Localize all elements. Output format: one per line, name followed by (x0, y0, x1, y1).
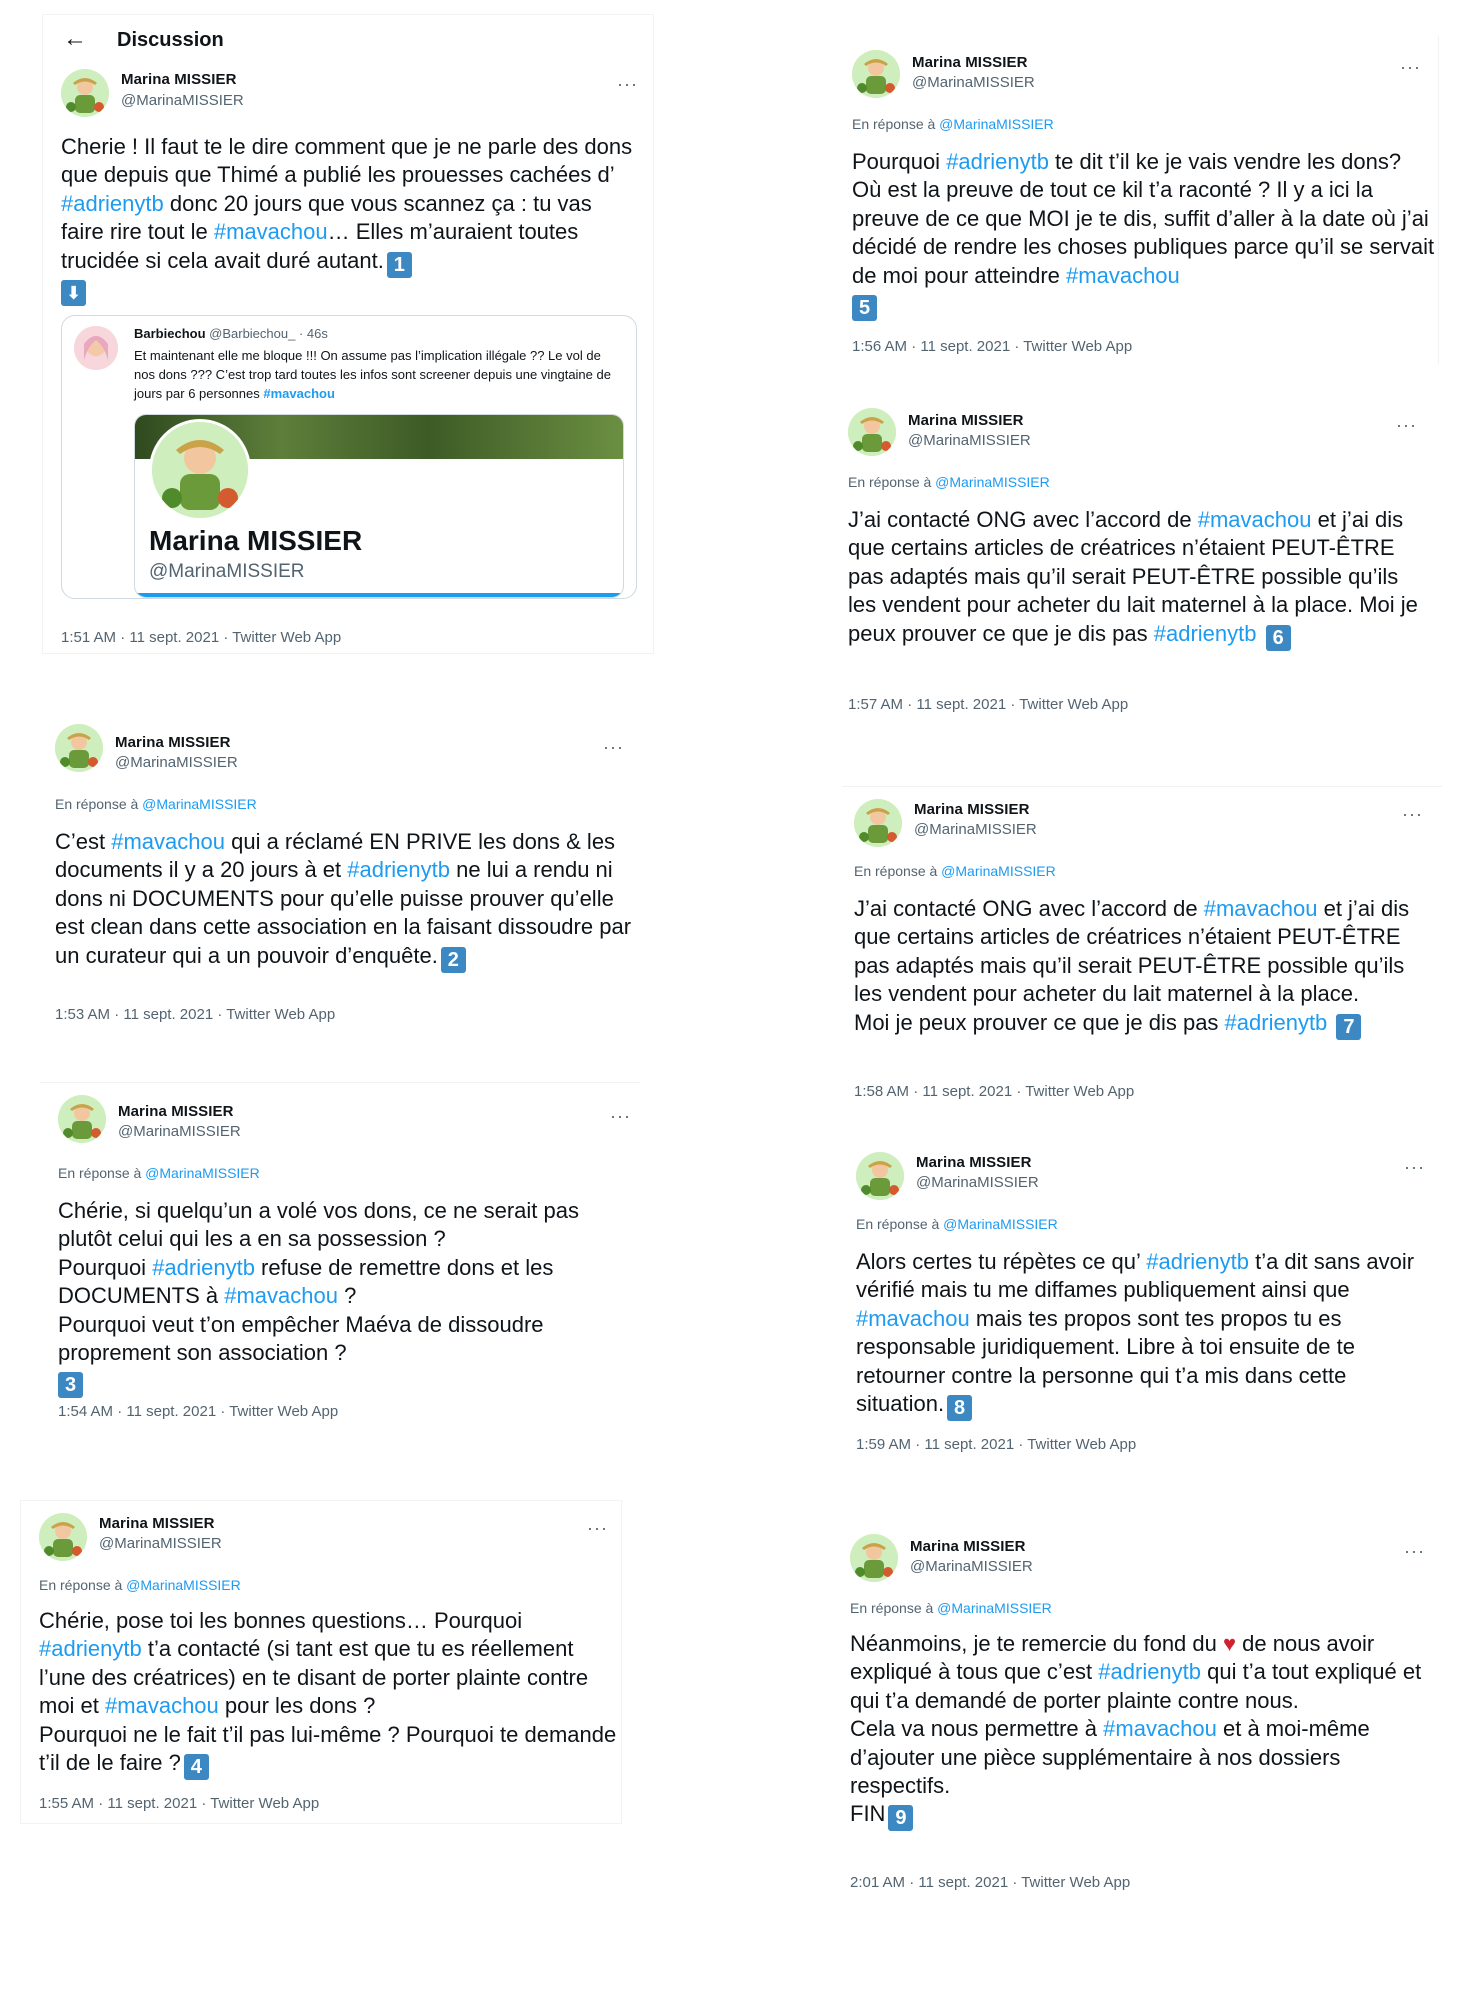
author-name[interactable]: Marina MISSIER (115, 734, 231, 751)
number-badge: 8 (947, 1395, 972, 1421)
author-name[interactable]: Marina MISSIER (912, 54, 1028, 71)
tweet-timestamp[interactable]: 1:57 AM · 11 sept. 2021 · Twitter Web App (848, 696, 1129, 713)
quote-text: Et maintenant elle me bloque !!! On assume pas l’implication illégale ?? Le vol de nos dons ??? C’est trop tard toutes les infos sont screener depuis une vingtaine de jours par 6 personnes #mavachou (134, 348, 611, 401)
profile-card-bar (135, 593, 623, 597)
avatar[interactable] (61, 69, 109, 117)
tweet-card-4 (20, 1500, 622, 1824)
hashtag-link[interactable]: #adrienytb (347, 857, 451, 883)
author-handle[interactable]: @MarinaMISSIER (115, 754, 238, 771)
hashtag-link[interactable]: #adrienytb (1224, 1009, 1328, 1035)
number-badge: 4 (184, 1754, 209, 1780)
tweet-timestamp[interactable]: 1:54 AM · 11 sept. 2021 · Twitter Web App (58, 1403, 339, 1420)
author-handle[interactable]: @MarinaMISSIER (910, 1558, 1033, 1575)
tweet-timestamp[interactable]: 1:56 AM · 11 sept. 2021 · Twitter Web App (852, 338, 1133, 355)
tweet-card-1 (42, 14, 654, 654)
reply-context: En réponse à @MarinaMISSIER (854, 863, 1056, 879)
hashtag-link[interactable]: #mavachou (105, 1693, 219, 1719)
hashtag-link[interactable]: #mavachou (263, 386, 335, 401)
reply-context: En réponse à @MarinaMISSIER (848, 474, 1050, 490)
tweet-timestamp[interactable]: 1:58 AM · 11 sept. 2021 · Twitter Web App (854, 1083, 1135, 1100)
avatar[interactable] (852, 50, 900, 98)
tweet-text: Alors certes tu répètes ce qu’ #adrienytb t’a dit sans avoir vérifié mais tu me diffames publiquement ainsi que #mavachou mais tes propos sont tes propos tu es responsable juridiquement. Libre à toi ensuite de te retourner contre la personne qui t’a mis dans cette situation. 8 (856, 1249, 1421, 1420)
reply-mention-link[interactable]: @MarinaMISSIER (941, 863, 1056, 879)
author-name[interactable]: Marina MISSIER (121, 71, 237, 88)
reply-mention-link[interactable]: @MarinaMISSIER (126, 1577, 241, 1593)
author-handle[interactable]: @MarinaMISSIER (908, 432, 1031, 449)
hashtag-link[interactable]: #mavachou (1203, 896, 1318, 921)
tweet-card-9 (838, 1522, 1442, 1902)
reply-mention-link[interactable]: @MarinaMISSIER (142, 796, 257, 812)
reply-mention-link[interactable]: @MarinaMISSIER (935, 474, 1050, 490)
tweet-card-2 (37, 712, 647, 1032)
author-name[interactable]: Marina MISSIER (99, 1515, 215, 1532)
author-handle[interactable]: @MarinaMISSIER (121, 92, 244, 109)
hashtag-link[interactable]: #mavachou (1197, 507, 1312, 532)
hashtag-link[interactable]: #adrienytb (39, 1636, 142, 1662)
tweet-card-8 (844, 1140, 1444, 1470)
reply-mention-link[interactable]: @MarinaMISSIER (943, 1216, 1058, 1232)
tweet-text: Néanmoins, je te remercie du fond du ♥ de nous avoir expliqué à tous que c’est #adrienytb qui t’a tout expliqué et qui t’a demandé de porter plainte contre nous. Cela va nous permettre à #mavachou et à moi-même d’ajouter une pièce supplémentaire à nos dossiers respectifs. FIN 9 (850, 1631, 1422, 1830)
reply-context: En réponse à @MarinaMISSIER (58, 1165, 260, 1181)
more-options-icon[interactable]: ··· (1404, 1157, 1425, 1177)
author-handle[interactable]: @MarinaMISSIER (99, 1535, 222, 1552)
arrow-left-icon[interactable]: ← (63, 25, 87, 52)
reply-context: En réponse à @MarinaMISSIER (39, 1577, 241, 1593)
profile-avatar (149, 419, 251, 521)
tweet-timestamp[interactable]: 1:51 AM · 11 sept. 2021 · Twitter Web App (61, 629, 342, 646)
hashtag-link[interactable]: #adrienytb (1153, 620, 1257, 646)
tweet-timestamp[interactable]: 1:55 AM · 11 sept. 2021 · Twitter Web App (39, 1795, 320, 1812)
hashtag-link[interactable]: #mavachou (856, 1305, 970, 1331)
number-badge: 1 (387, 252, 412, 278)
tweet-text: C’est #mavachou qui a réclamé EN PRIVE les dons & les documents il y a 20 jours à et #adrienytb ne lui a rendu ni dons ni DOCUMENTS pour qu’elle puisse prouver qu’elle est clean dans cette association en la faisant dissoudre par un curateur qui a un pouvoir d’enquête. 2 (55, 829, 638, 971)
quote-author[interactable]: Barbiechou @Barbiechou_ · 46s (134, 326, 328, 341)
reply-context: En réponse à @MarinaMISSIER (856, 1216, 1058, 1232)
avatar[interactable] (55, 724, 103, 772)
hashtag-link[interactable]: #mavachou (1066, 262, 1180, 288)
tweet-text: Cherie ! Il faut te le dire comment que je ne parle des dons que depuis que Thimé a publié les prouesses cachées d’ #adrienytb donc 20 jours que vous scannez ça : tu vas faire rire tout le #mavachou… Elles m’auraient toutes trucidée si cela avait duré autant. 1 ⬇ (61, 133, 639, 306)
tweet-text: Chérie, si quelqu’un a volé vos dons, ce ne serait pas plutôt celui qui les a en sa possession ? Pourquoi #adrienytb refuse de remettre dons et les DOCUMENTS à #mavachou ? Pourquoi veut t’on empêcher Maéva de dissoudre proprement son association ? 3 (58, 1198, 579, 1397)
tweet-text: Chérie, pose toi les bonnes questions… Pourquoi #adrienytb t’a contacté (si tant est que tu es réellement l’une des créatrices) en te disant de porter plainte contre moi et #mavachou pour les dons ? Pourquoi ne le fait t’il pas lui-même ? Pourquoi te demande t’il de le faire ? 4 (39, 1608, 617, 1779)
tweet-text: J’ai contacté ONG avec l’accord de #mavachou et j’ai dis que certains articles de créatrices n’étaient PEUT-ÊTRE pas adaptés mais qu’il serait PEUT-ÊTRE possible qu’ils les vendent pour acheter du lait maternel à la place. Moi je peux prouver ce que je dis pas #adrienytb 6 (848, 507, 1425, 649)
reply-context: En réponse à @MarinaMISSIER (55, 796, 257, 812)
number-badge: 5 (852, 295, 877, 321)
reply-context: En réponse à @MarinaMISSIER (852, 116, 1054, 132)
avatar[interactable] (848, 408, 896, 456)
author-handle[interactable]: @MarinaMISSIER (118, 1123, 241, 1140)
more-options-icon[interactable]: ··· (1396, 415, 1417, 435)
avatar[interactable] (850, 1534, 898, 1582)
reply-mention-link[interactable]: @MarinaMISSIER (937, 1600, 1052, 1616)
more-options-icon[interactable]: ··· (603, 737, 624, 757)
author-handle[interactable]: @MarinaMISSIER (914, 821, 1037, 838)
number-badge: 6 (1266, 625, 1291, 651)
hashtag-link[interactable]: #adrienytb (61, 190, 164, 216)
more-options-icon[interactable]: ··· (587, 1518, 608, 1538)
number-badge: 7 (1336, 1014, 1361, 1040)
hashtag-link[interactable]: #mavachou (111, 829, 225, 854)
hashtag-link[interactable]: #mavachou (1103, 1716, 1217, 1742)
number-badge: 3 (58, 1372, 83, 1398)
tweet-text: J’ai contacté ONG avec l’accord de #mavachou et j’ai dis que certains articles de créatrices n’étaient PEUT-ÊTRE pas adaptés mais qu’il serait PEUT-ÊTRE possible qu’ils les vendent pour acheter du lait maternel à la place. Moi je peux prouver ce que je dis pas #adrienytb 7 (854, 896, 1410, 1038)
page-title: Discussion (117, 29, 224, 51)
hashtag-link[interactable]: #adrienytb (1146, 1249, 1249, 1274)
hashtag-link[interactable]: #adrienytb (152, 1254, 255, 1280)
avatar[interactable] (39, 1513, 87, 1561)
profile-handle: @MarinaMISSIER (149, 561, 305, 582)
author-name[interactable]: Marina MISSIER (118, 1103, 234, 1120)
author-name[interactable]: Marina MISSIER (910, 1538, 1026, 1555)
more-options-icon[interactable]: ··· (617, 74, 638, 94)
tweet-text: Pourquoi #adrienytb te dit t’il ke je vais vendre les dons? Où est la preuve de tout ce kil t’a raconté ? Il y a ici la preuve de ce que MOI je te dis, suffit d’aller à la date où j’ai décidé de rendre les choses publiques parce qu’il se servait de moi pour atteindre #mavachou 5 (852, 149, 1441, 320)
tweet-timestamp[interactable]: 1:59 AM · 11 sept. 2021 · Twitter Web App (856, 1436, 1137, 1453)
more-options-icon[interactable]: ··· (610, 1106, 631, 1126)
more-options-icon[interactable]: ··· (1400, 57, 1421, 77)
reply-context: En réponse à @MarinaMISSIER (850, 1600, 1052, 1616)
author-name[interactable]: Marina MISSIER (908, 412, 1024, 429)
avatar[interactable] (856, 1152, 904, 1200)
author-handle[interactable]: @MarinaMISSIER (912, 74, 1035, 91)
more-options-icon[interactable]: ··· (1404, 1541, 1425, 1561)
author-handle[interactable]: @MarinaMISSIER (916, 1174, 1039, 1191)
tweet-timestamp[interactable]: 2:01 AM · 11 sept. 2021 · Twitter Web App (850, 1874, 1131, 1891)
number-badge: 9 (888, 1805, 913, 1831)
profile-preview-card[interactable] (134, 414, 624, 598)
down-arrow-icon: ⬇ (61, 280, 86, 306)
tweet-card-6 (836, 394, 1436, 724)
hashtag-link[interactable]: #mavachou (224, 1283, 338, 1309)
tweet-card-5 (838, 36, 1439, 364)
more-options-icon[interactable]: ··· (1402, 804, 1423, 824)
hashtag-link[interactable]: #adrienytb (946, 149, 1049, 174)
hashtag-link[interactable]: #mavachou (213, 219, 328, 245)
tweet-timestamp[interactable]: 1:53 AM · 11 sept. 2021 · Twitter Web App (55, 1006, 336, 1023)
quote-avatar (74, 326, 118, 370)
quoted-tweet[interactable] (61, 315, 637, 599)
author-name[interactable]: Marina MISSIER (914, 801, 1030, 818)
profile-name: Marina MISSIER (149, 525, 363, 556)
avatar[interactable] (854, 799, 902, 847)
reply-mention-link[interactable]: @MarinaMISSIER (939, 116, 1054, 132)
heart-icon: ♥ (1222, 1631, 1237, 1656)
reply-mention-link[interactable]: @MarinaMISSIER (145, 1165, 260, 1181)
number-badge: 2 (441, 947, 466, 973)
avatar[interactable] (58, 1095, 106, 1143)
hashtag-link[interactable]: #adrienytb (1098, 1659, 1202, 1685)
author-name[interactable]: Marina MISSIER (916, 1154, 1032, 1171)
tweet-card-3 (40, 1082, 640, 1453)
tweet-card-7 (842, 786, 1442, 1109)
